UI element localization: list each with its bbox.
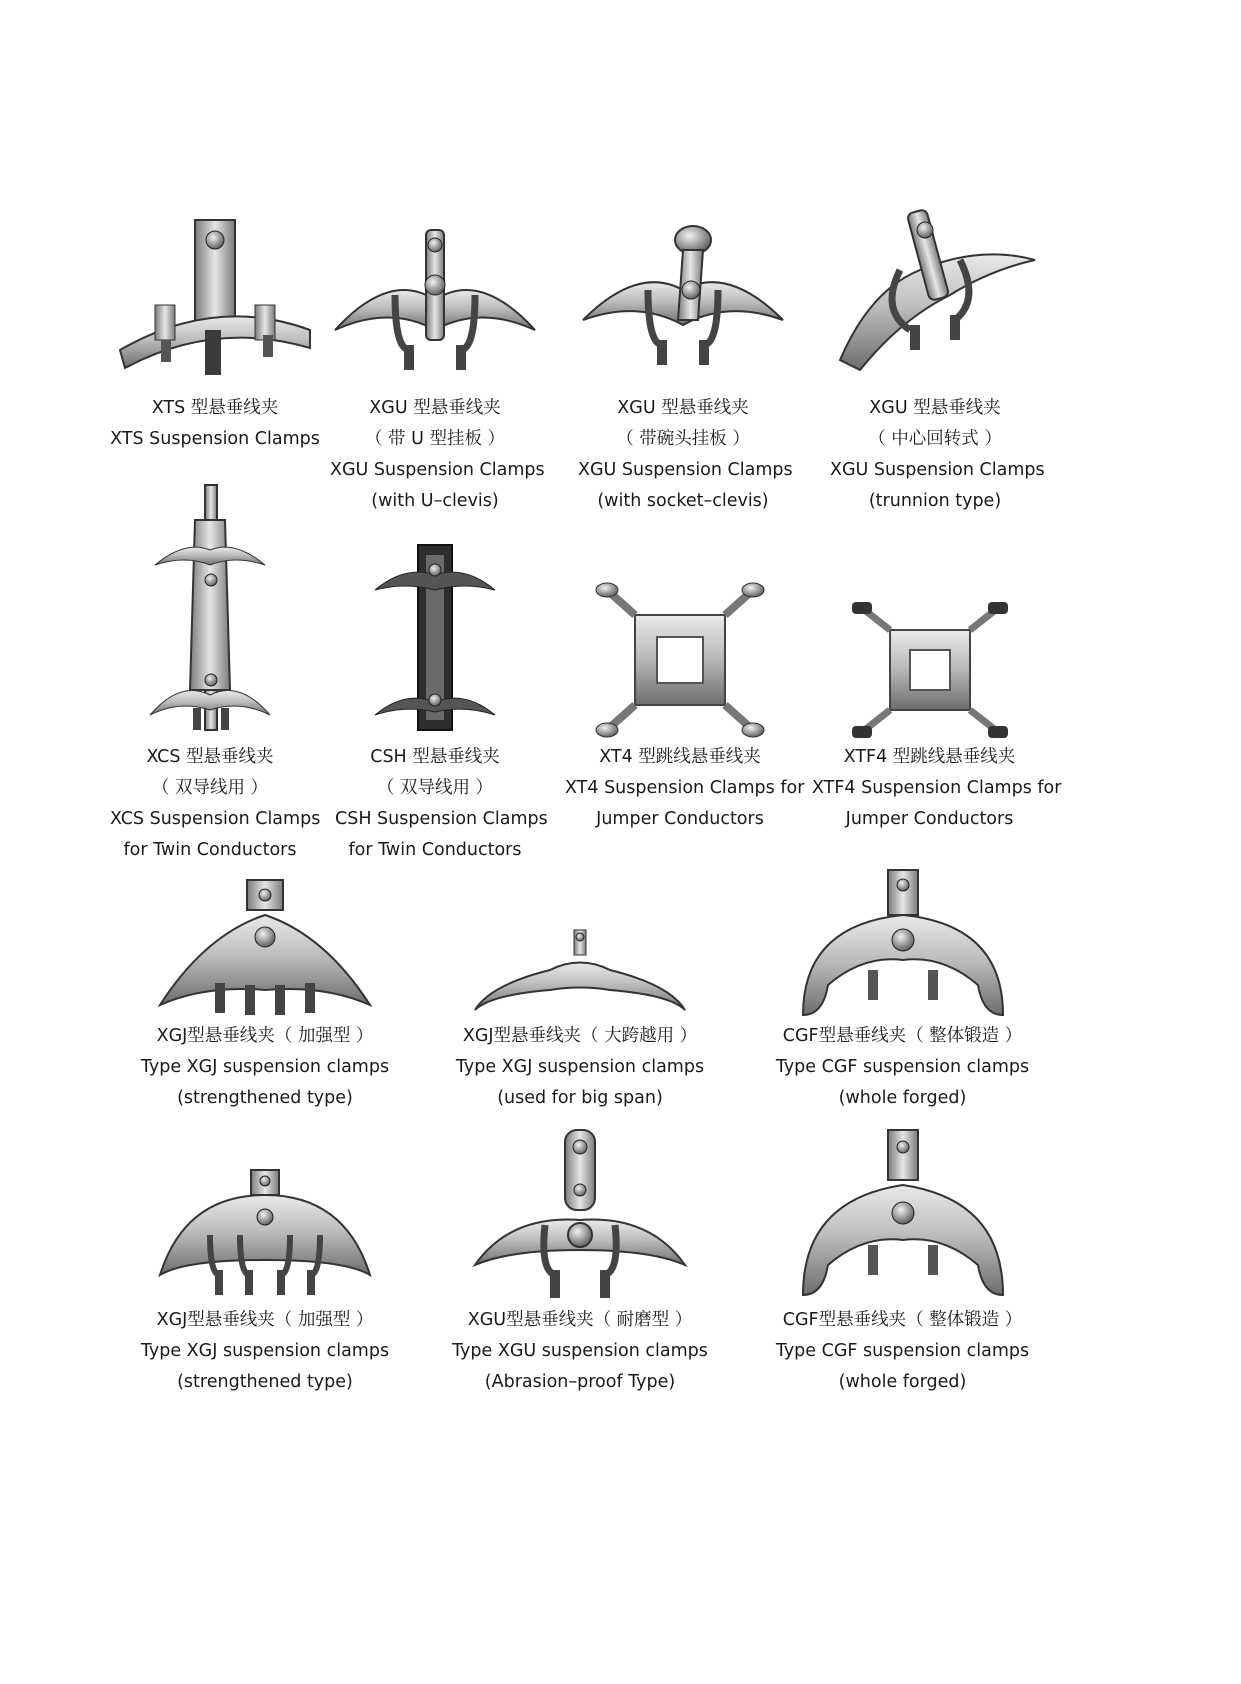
caption-line-cn-sub: （ 双导线用 ） xyxy=(151,778,269,798)
caption-line-cn-sub: （ 双导线用 ） xyxy=(376,778,494,798)
xgj-strengthened-2-caption xyxy=(140,1305,390,1398)
caption-line-cn: CSH 型悬垂线夹 xyxy=(370,747,500,767)
caption-line-cn-sub: （ 带碗头挂板 ） xyxy=(616,429,750,449)
cgf-forged-2-caption xyxy=(770,1305,1035,1398)
xts-caption xyxy=(110,393,320,455)
caption-line-en-sub: Jumper Conductors xyxy=(845,809,1014,829)
caption-line-cn: XGU 型悬垂线夹 xyxy=(369,398,501,418)
xgj-big-span-image xyxy=(450,865,710,1025)
xcs-clamp-image xyxy=(110,470,310,740)
caption-line-en: XGU Suspension Clamps xyxy=(830,460,1045,480)
xt4-clamp-image xyxy=(565,470,795,740)
caption-line-en-sub: (used for big span) xyxy=(497,1088,663,1108)
csh-caption xyxy=(335,742,548,866)
caption-line-en: Type XGJ suspension clamps xyxy=(455,1057,705,1077)
xtf4-caption xyxy=(812,742,1062,835)
caption-line-en: CSH Suspension Clamps xyxy=(335,809,548,829)
caption-line-en-sub: (strengthened type) xyxy=(177,1088,353,1108)
caption-line-en-sub: (with socket–clevis) xyxy=(597,491,769,511)
caption-line-en-sub: (trunnion type) xyxy=(868,491,1002,511)
caption-line-cn: CGF型悬垂线夹（ 整体锻造 ） xyxy=(782,1026,1023,1046)
caption-line-en: Type XGJ suspension clamps xyxy=(140,1057,390,1077)
caption-line-en: XGU Suspension Clamps xyxy=(330,460,545,480)
caption-line-en: XTF4 Suspension Clamps for xyxy=(812,778,1062,798)
csh-clamp-image xyxy=(335,470,535,740)
xgu-abrasion-proof-image xyxy=(450,1120,710,1305)
caption-line-en: Type CGF suspension clamps xyxy=(775,1057,1030,1077)
cgf-forged-1-image xyxy=(770,865,1035,1025)
caption-line-cn: XGU型悬垂线夹（ 耐磨型 ） xyxy=(467,1310,693,1330)
caption-line-en-sub: for Twin Conductors xyxy=(348,840,522,860)
xgj-strengthened-2-image xyxy=(140,1120,390,1305)
cgf-forged-2-image xyxy=(770,1120,1035,1305)
caption-line-en: XGU Suspension Clamps xyxy=(578,460,793,480)
cgf-forged-1-caption xyxy=(770,1021,1035,1114)
caption-line-en: Type CGF suspension clamps xyxy=(775,1341,1030,1361)
xcs-caption xyxy=(110,742,321,866)
caption-line-cn: XTF4 型跳线悬垂线夹 xyxy=(843,747,1016,767)
xtf4-clamp-image xyxy=(812,470,1047,740)
caption-line-cn: XTS 型悬垂线夹 xyxy=(151,398,279,418)
caption-line-en: Type XGU suspension clamps xyxy=(452,1341,708,1361)
caption-line-cn-sub: （ 中心回转式 ） xyxy=(868,429,1002,449)
xgj-strengthened-1-image xyxy=(140,865,390,1025)
caption-line-en: XCS Suspension Clamps xyxy=(110,809,321,829)
xgu-u-clevis-image xyxy=(330,195,540,380)
xgj-big-span-caption xyxy=(450,1021,710,1114)
xgu-abrasion-proof-caption xyxy=(450,1305,710,1398)
xt4-caption xyxy=(565,742,805,835)
caption-line-cn: XGJ型悬垂线夹（ 大跨越用 ） xyxy=(462,1026,698,1046)
caption-line-en: Type XGJ suspension clamps xyxy=(140,1341,390,1361)
caption-line-en-sub: (Abrasion–proof Type) xyxy=(484,1372,676,1392)
caption-line-en-sub: (whole forged) xyxy=(838,1088,967,1108)
caption-line-cn: XGU 型悬垂线夹 xyxy=(617,398,749,418)
caption-line-cn: CGF型悬垂线夹（ 整体锻造 ） xyxy=(782,1310,1023,1330)
xgu-trunnion-image xyxy=(830,195,1040,380)
caption-line-cn: XGJ型悬垂线夹（ 加强型 ） xyxy=(156,1310,374,1330)
caption-line-en: XTS Suspension Clamps xyxy=(110,429,320,449)
xgu-socket-clevis-image xyxy=(578,195,788,380)
caption-line-en-sub: (strengthened type) xyxy=(177,1372,353,1392)
caption-line-cn: XCS 型悬垂线夹 xyxy=(146,747,274,767)
caption-line-en-sub: (with U–clevis) xyxy=(371,491,499,511)
caption-line-en: XT4 Suspension Clamps for xyxy=(565,778,805,798)
xts-clamp-image xyxy=(110,195,320,380)
caption-line-en-sub: for Twin Conductors xyxy=(123,840,297,860)
caption-line-en-sub: (whole forged) xyxy=(838,1372,967,1392)
caption-line-cn: XT4 型跳线悬垂线夹 xyxy=(599,747,761,767)
caption-line-en-sub: Jumper Conductors xyxy=(596,809,764,829)
caption-line-cn-sub: （ 带 U 型挂板 ） xyxy=(364,429,506,449)
caption-line-cn: XGU 型悬垂线夹 xyxy=(869,398,1001,418)
caption-line-cn: XGJ型悬垂线夹（ 加强型 ） xyxy=(156,1026,374,1046)
xgj-strengthened-1-caption xyxy=(140,1021,390,1114)
